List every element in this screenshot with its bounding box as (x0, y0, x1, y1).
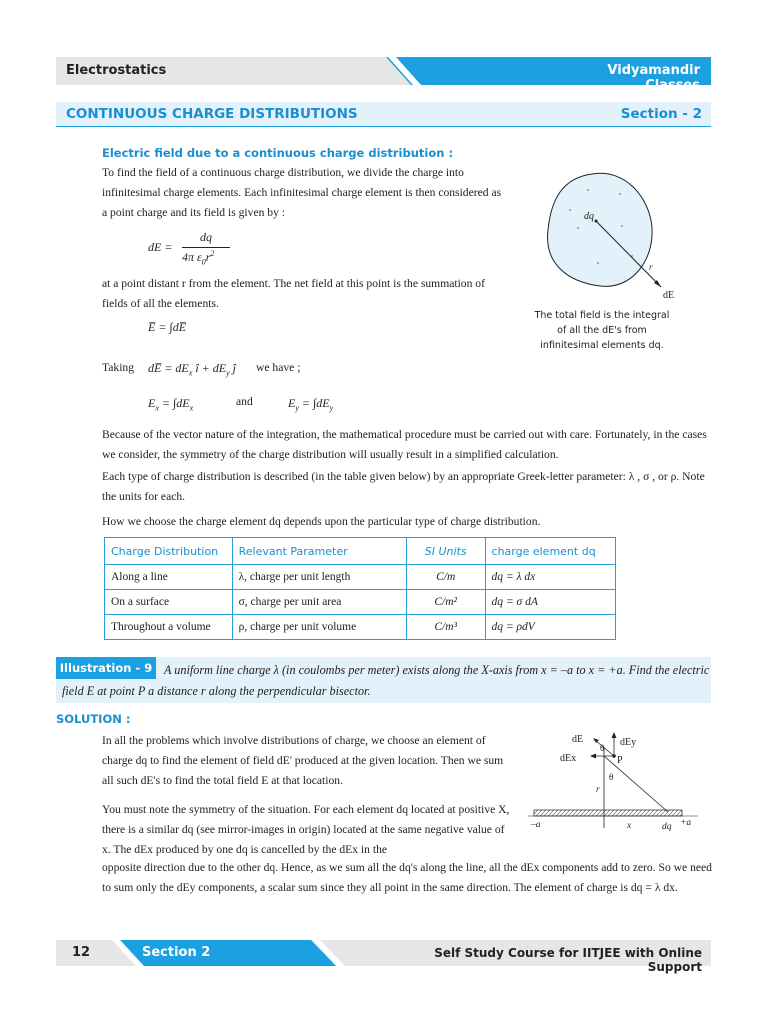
header-subject: Electrostatics (66, 63, 167, 78)
intro-paragraph-1: To find the field of a continuous charge distribution, we divide the charge into infinitesimal charge elements. Each infinitesimal charge element is then considered as a point charge and its field is given by : (102, 166, 502, 219)
fig1-dq-label: dq (584, 211, 594, 222)
intro-paragraph-5: How we choose the charge element dq depends upon the particular type of charge distribution. (102, 515, 541, 528)
table-cell: dq = σ dA (485, 590, 615, 615)
solution-paragraph-1: In all the problems which involve distributions of charge, we choose an element of charge dq to find the element of field dE' produced at the given location. Then we sum all such dE's to find the total field E at that location. (102, 734, 504, 787)
fig2-r-label: r (596, 784, 600, 794)
solution-paragraph-2b: opposite direction due to the other dq. Hence, as we sum all the dq's along the line, all the dEx components add to zero. So we need to sum only the dEy components, a scalar sum since they all point in the same direction. The element of charge is dq = λ dx. (102, 861, 712, 894)
equation-E-integral: E̅ = ∫dE̅ (148, 320, 187, 334)
fig1-caption-line-1: The total field is the integral (534, 310, 670, 321)
footer-course: Self Study Course for IITJEE with Online Support (434, 946, 702, 974)
charge-distribution-table (104, 537, 616, 640)
line-charge-rod (534, 810, 682, 816)
fig2-dq-label: dq (662, 822, 672, 832)
fig1-caption (528, 308, 676, 353)
equation-Ex: $E_x = \int dE_x$ (148, 396, 194, 413)
table-header-row (105, 538, 616, 565)
table-cell: σ, charge per unit area (232, 590, 406, 615)
table-row (105, 565, 616, 590)
fig2-dEy-label: dEy (620, 737, 637, 748)
table-header-cell: Relevant Parameter (232, 538, 406, 565)
illustration-label: Illustration - 9 (56, 657, 156, 679)
table-header-cell: charge element dq (485, 538, 615, 565)
table-cell: C/m² (406, 590, 485, 615)
equation-dE-components: dE̅ = $dE_x$ î + $dE_y$ ĵ (148, 361, 236, 378)
r-line (604, 756, 668, 812)
fig2-theta-top-label: θ (600, 743, 605, 753)
page-title: CONTINUOUS CHARGE DISTRIBUTIONS (66, 106, 358, 122)
table-cell: ρ, charge per unit volume (232, 615, 406, 640)
field-integral-figure (540, 168, 710, 303)
illustration-text (62, 660, 710, 702)
fig2-dEx-label: dEx (560, 753, 577, 764)
intro-heading: Electric field due to a continuous charge distribution : (102, 146, 454, 160)
illustration-text-content: A uniform line charge λ (in coulombs per meter) exists along the X-axis from x = –a to x = +a. Find the electric field E at point P a distance r along the perpendicular bisector. (62, 663, 710, 698)
fig1-caption-line-3: infinitesimal elements dq. (540, 340, 664, 351)
table-cell: Along a line (105, 565, 233, 590)
table-cell: On a surface (105, 590, 233, 615)
and-label: and (236, 395, 253, 408)
fig2-x-label: x (627, 821, 632, 831)
intro-paragraph-2: at a point distant r from the element. The net field at this point is the summation of fields of all the elements. (102, 277, 485, 310)
taking-label: Taking (102, 361, 135, 374)
fig2-P-label: P (617, 755, 623, 766)
section-label: Section - 2 (620, 106, 702, 122)
table-cell: λ, charge per unit length (232, 565, 406, 590)
header-institute: Vidyamandir Classes (607, 63, 700, 93)
table-cell: dq = ρdV (485, 615, 615, 640)
table-row (105, 615, 616, 640)
table-header-cell: SI Units (406, 538, 485, 565)
table-header-cell: Charge Distribution (105, 538, 233, 565)
table-row (105, 590, 616, 615)
table-cell: C/m (406, 565, 485, 590)
intro-paragraph-3: Because of the vector nature of the integration, the mathematical procedure must be carried out with care. Fortunately, in the cases we consider, the symmetry of the charge distribution will usually result in a simplified calculation. (102, 428, 707, 461)
fig2-dE-label: dE (572, 734, 584, 745)
fig2-theta-label: θ (609, 772, 614, 782)
footer-section: Section 2 (142, 945, 211, 960)
fig1-r-label: r (649, 262, 653, 272)
table-cell: dq = λ dx (485, 565, 615, 590)
equation-Ey: $E_y = \int dE_y$ (288, 396, 334, 413)
table-cell: C/m³ (406, 615, 485, 640)
we-have-label: we have ; (256, 361, 301, 374)
dE-arrow (595, 740, 614, 756)
solution-label: SOLUTION : (56, 712, 131, 726)
solution-paragraph-2a: You must note the symmetry of the situation. For each element dq located at positive X, there is a similar dq (see mirror-images in origin) located at the same negative value of x. The dEx produced by one dq is cancelled by the dEx in the (102, 803, 510, 856)
fig2-minus-a-label: –a (531, 820, 541, 830)
page-number: 12 (71, 945, 91, 960)
fig2-plus-a-label: +a (680, 818, 692, 828)
table-cell: Throughout a volume (105, 615, 233, 640)
fig1-caption-line-2: of all the dE's from (557, 325, 647, 336)
fig1-dE-label: dE (663, 290, 675, 301)
intro-paragraph-4: Each type of charge distribution is described (in the table given below) by an appropriate Greek-letter parameter: λ , σ , or ρ. Note the units for each. (102, 470, 705, 503)
